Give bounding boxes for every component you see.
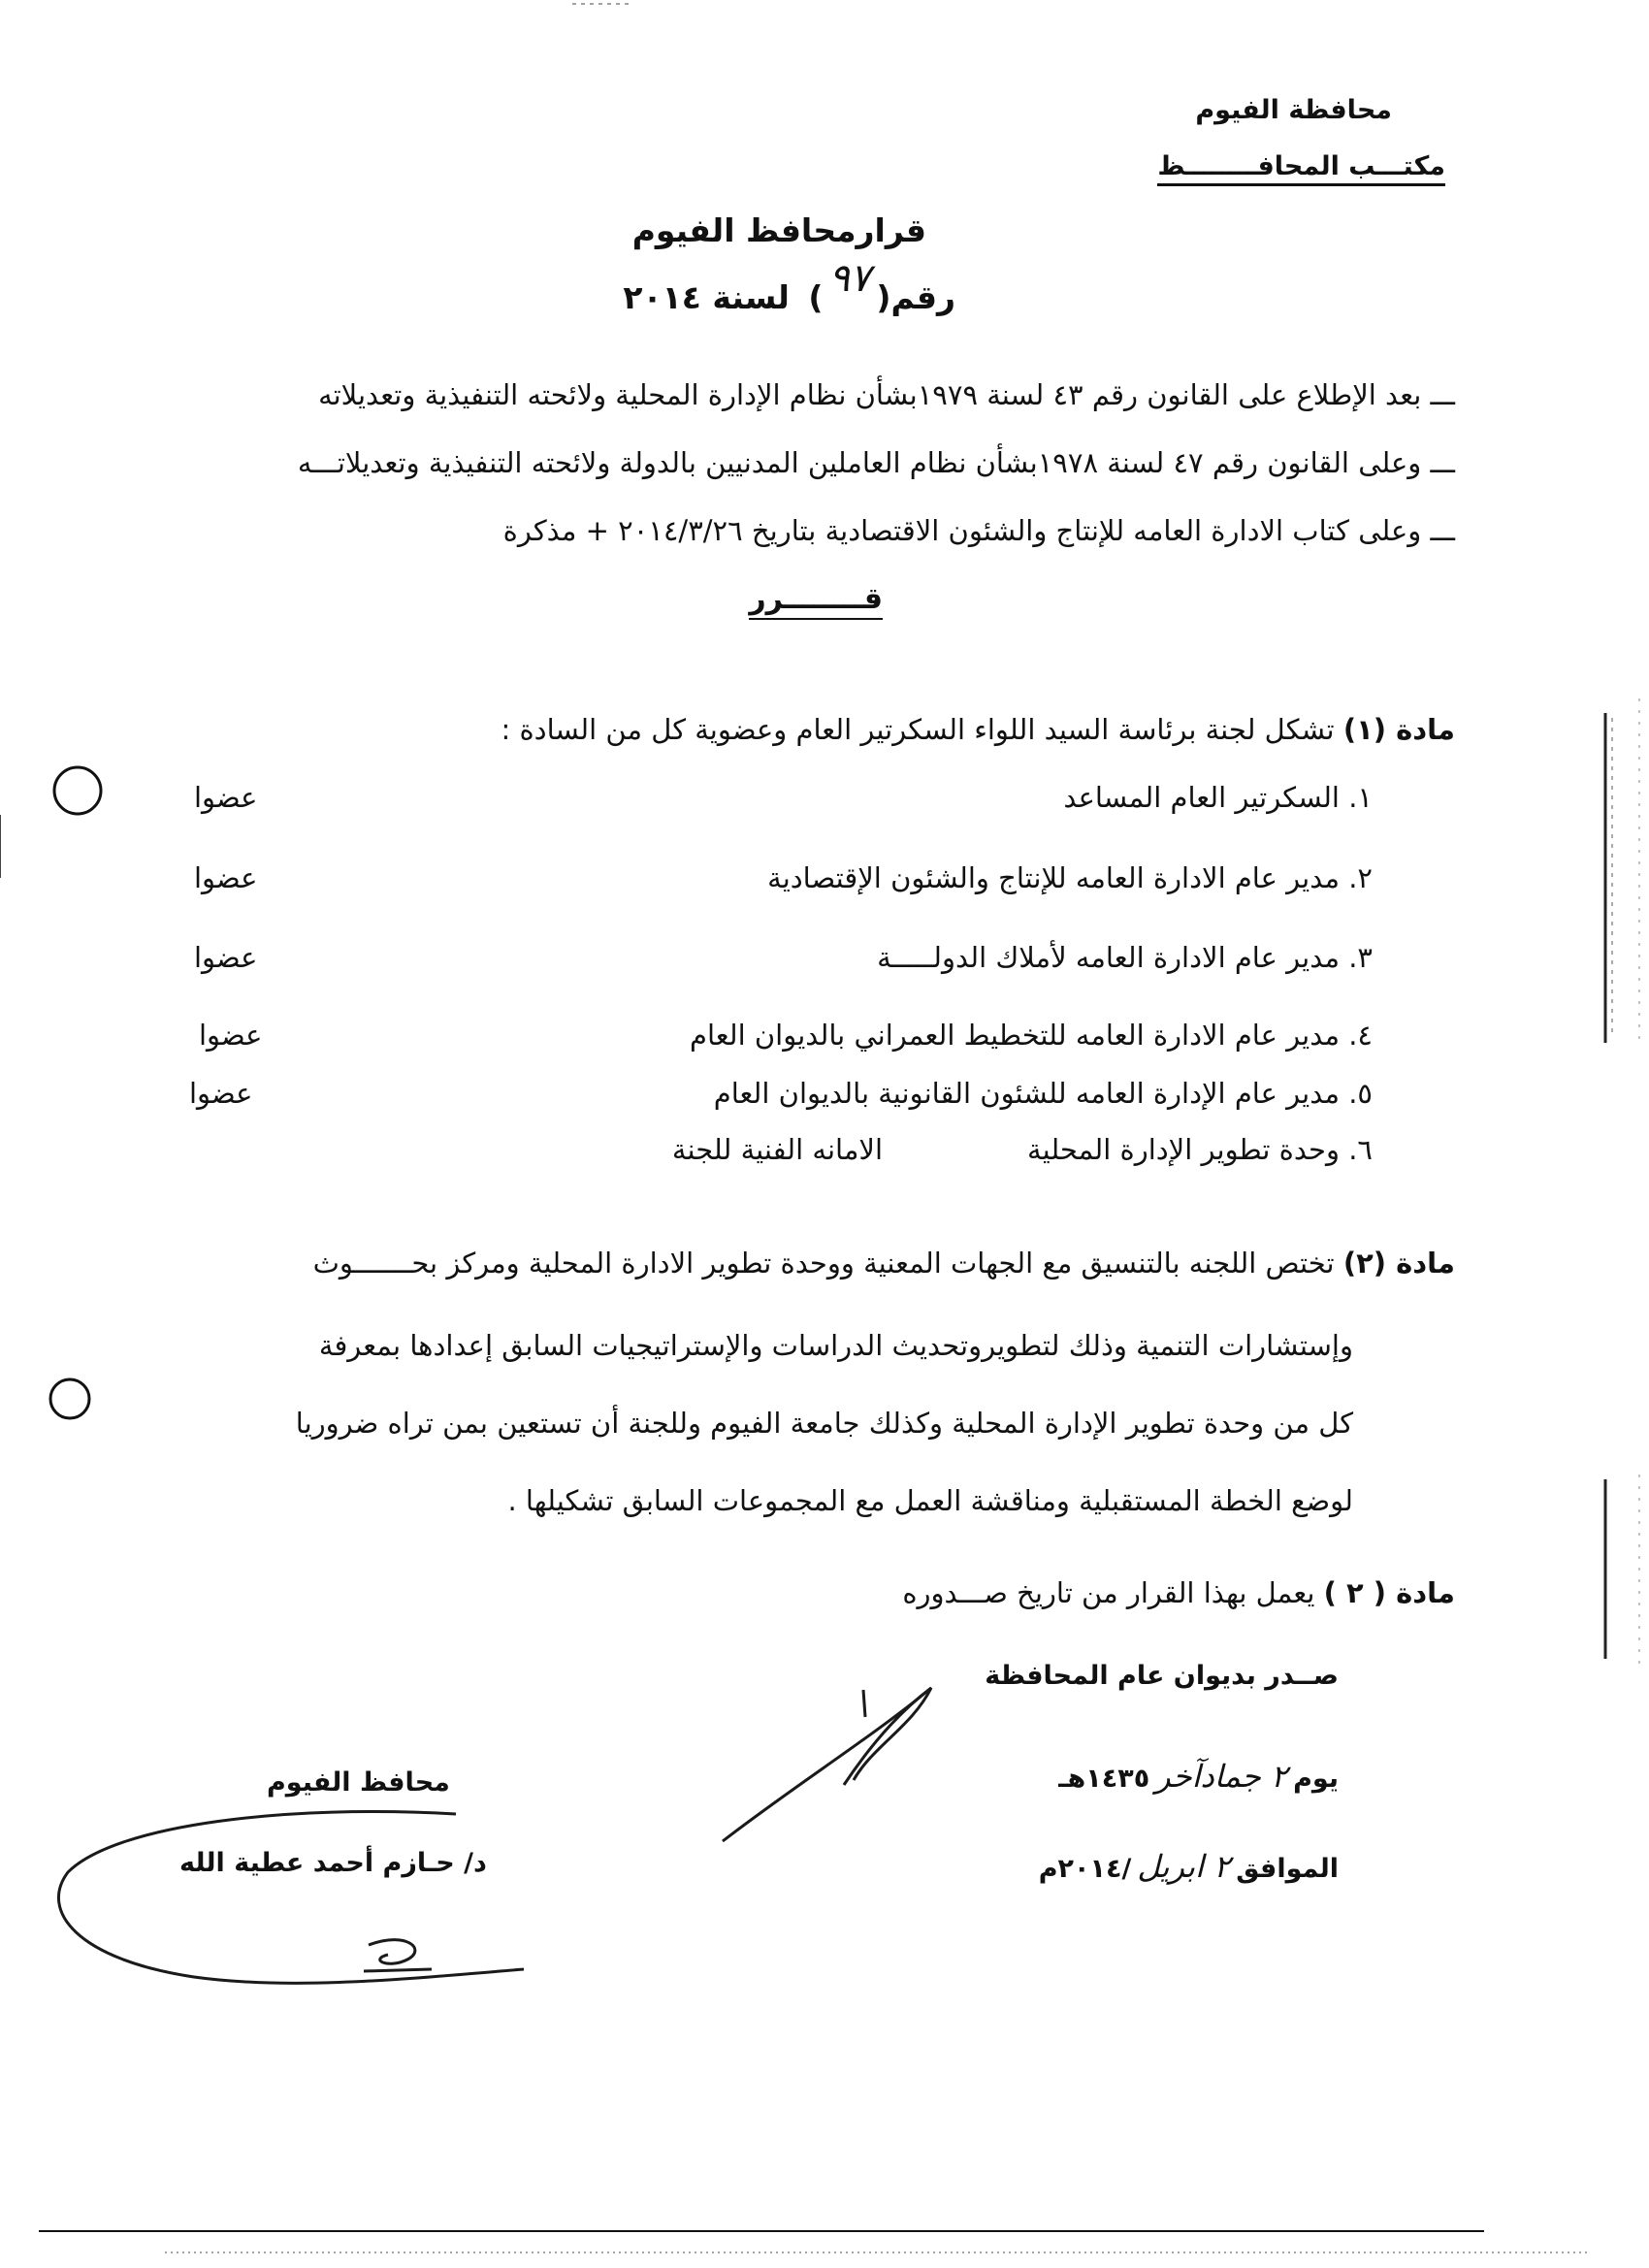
member-5-role: عضوا <box>189 1077 253 1110</box>
member-1: ١. السكرتير العام المساعد <box>1063 781 1373 814</box>
decision-number: ٩٧ <box>828 256 871 301</box>
governor-signature-oval <box>58 1812 524 1984</box>
signatory-title: محافظ الفيوم <box>267 1767 450 1798</box>
punch-hole-bottom <box>50 1379 89 1418</box>
article-3-text: يعمل بهذا القرار من تاريخ صـــدوره <box>902 1576 1315 1609</box>
signature-stroke-1 <box>723 1688 931 1841</box>
member-3-role: عضوا <box>194 941 258 974</box>
article-1-text: تشكل لجنة برئاسة السيد اللواء السكرتير العام وعضوية كل من السادة : <box>501 713 1335 746</box>
number-open: ( <box>876 278 891 316</box>
decision-year: لسنة ٢٠١٤ <box>623 278 790 316</box>
preamble-line-1: ـــ بعد الإطلاع على القانون رقم ٤٣ لسنة ١٩٧٩بشأن نظام الإدارة المحلية ولائحته التنفيذية وتعديلاته <box>318 378 1455 411</box>
governor-signature-mark <box>364 1940 432 1971</box>
member-3: ٣. مدير عام الادارة العامه لأملاك الدولـــــة <box>877 941 1373 974</box>
preamble-line-3: ـــ وعلى كتاب الادارة العامه للإنتاج والشئون الاقتصادية بتاريخ ٢٠١٤/٣/٢٦ + مذكرة <box>502 514 1455 547</box>
hijri-handwritten: ٢ جمادآخر <box>1155 1758 1288 1795</box>
punch-hole-top <box>54 767 101 814</box>
member-1-role: عضوا <box>194 781 258 814</box>
article-2-label: مادة (٢) <box>1342 1247 1455 1280</box>
governorate-name: محافظة الفيوم <box>1195 95 1392 125</box>
hijri-suffix: ١٤٣٥هـ <box>1058 1764 1150 1794</box>
greg-prefix: الموافق <box>1236 1854 1339 1884</box>
article-2-line-3: كل من وحدة تطوير الإدارة المحلية وكذلك جامعة الفيوم وللجنة أن تستعين بمن تراه ضروريا <box>295 1407 1353 1440</box>
article-3-label: مادة ( ٢ ) <box>1323 1576 1455 1609</box>
member-2-role: عضوا <box>194 861 258 894</box>
number-label: رقم <box>890 278 955 316</box>
member-2: ٢. مدير عام الادارة العامه للإنتاج والشئون الإقتصادية <box>767 861 1373 894</box>
signature-tick <box>863 1690 865 1717</box>
hijri-prefix: يوم <box>1293 1764 1339 1794</box>
preamble-line-2: ـــ وعلى القانون رقم ٤٧ لسنة ١٩٧٨بشأن نظام العاملين المدنيين بالدولة ولائحته التنفيذية وتعديلاتـــه <box>297 446 1455 479</box>
signatory-name: د/ حـازم أحمد عطية الله <box>179 1848 487 1878</box>
member-6: ٦. وحدة تطوير الإدارة المحلية <box>1027 1133 1373 1166</box>
member-6-role: الامانه الفنية للجنة <box>671 1133 883 1166</box>
decided-heading: قــــــــرر <box>749 582 883 620</box>
number-close: ) <box>808 278 824 316</box>
member-5: ٥. مدير عام الإدارة العامه للشئون القانونية بالديوان العام <box>713 1077 1373 1110</box>
member-4-role: عضوا <box>199 1019 263 1052</box>
issued-line: صــدر بديوان عام المحافظة <box>985 1661 1339 1691</box>
article-1-label: مادة (١) <box>1342 713 1455 746</box>
article-2-line-4: لوضع الخطة المستقبلية ومناقشة العمل مع المجموعات السابق تشكيلها . <box>507 1484 1353 1517</box>
office-name: مكتـــب المحافــــــــظ <box>1157 151 1445 186</box>
article-2-line-2: وإستشارات التنمية وذلك لتطويروتحديث الدراسات والإستراتيجيات السابق إعدادها بمعرفة <box>318 1329 1353 1362</box>
greg-suffix: /٢٠١٤م <box>1038 1854 1132 1884</box>
decision-title: قرارمحافظ الفيوم <box>631 211 926 249</box>
greg-handwritten: ٢ ابريل <box>1137 1848 1231 1885</box>
article-2-text-1: تختص اللجنه بالتنسيق مع الجهات المعنية ووحدة تطوير الادارة المحلية ومركز بحـــــــوث <box>312 1247 1335 1280</box>
member-4: ٤. مدير عام الادارة العامه للتخطيط العمراني بالديوان العام <box>689 1019 1373 1052</box>
signature-stroke-2 <box>844 1688 931 1785</box>
